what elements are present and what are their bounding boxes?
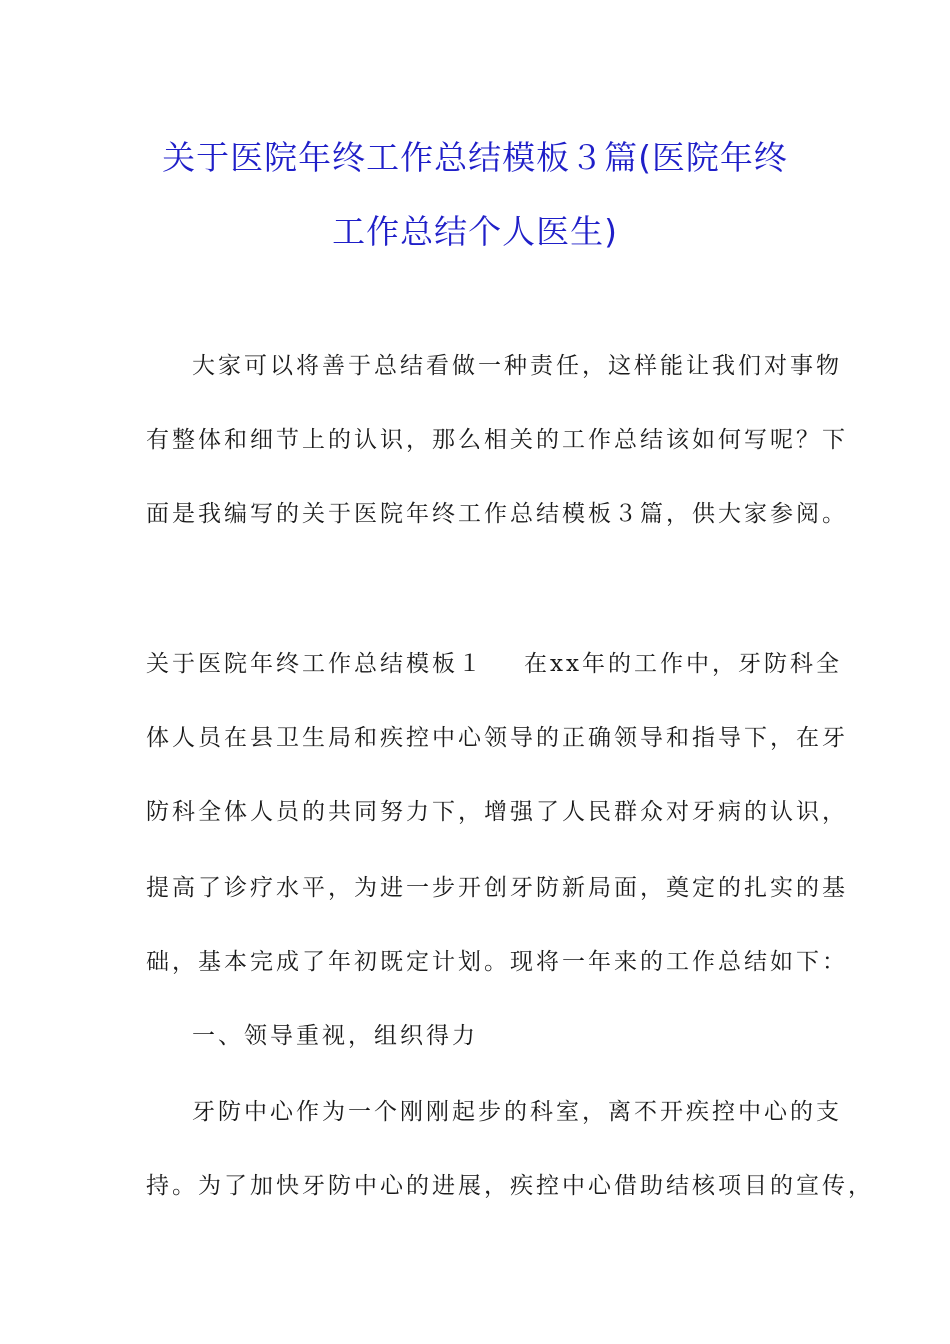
document-title-line-1: 关于医院年终工作总结模板３篇(医院年终 — [162, 138, 788, 177]
section-1-line-4: 提高了诊疗水平，为进一步开创牙防新局面，奠定的扎实的基 — [146, 875, 848, 901]
section-1-line-3: 防科全体人员的共同努力下，增强了人民群众对牙病的认识， — [146, 799, 848, 825]
section-1-first-line — [146, 645, 842, 678]
para-2-line-2: 持。为了加快牙防中心的进展，疾控中心借助结核项目的宣传， — [146, 1173, 874, 1199]
section-1-heading: 关于医院年终工作总结模板１ — [146, 651, 484, 677]
intro-line-3: 面是我编写的关于医院年终工作总结模板３篇，供大家参阅。 — [146, 501, 848, 527]
section-1-line-2: 体人员在县卫生局和疾控中心领导的正确领导和指导下，在牙 — [146, 725, 848, 751]
intro-line-2: 有整体和细节上的认识，那么相关的工作总结该如何写呢？下 — [146, 427, 848, 453]
intro-line-1: 大家可以将善于总结看做一种责任，这样能让我们对事物 — [192, 353, 842, 379]
para-2-line-1: 牙防中心作为一个刚刚起步的科室，离不开疾控中心的支 — [192, 1099, 842, 1125]
section-1-first-text: 在xx年的工作中，牙防科全 — [524, 651, 842, 677]
section-1-line-5: 础，基本完成了年初既定计划。现将一年来的工作总结如下： — [146, 949, 848, 975]
subheading-1: 一、领导重视，组织得力 — [192, 1023, 478, 1049]
document-title-line-2: 工作总结个人医生) — [332, 212, 618, 251]
